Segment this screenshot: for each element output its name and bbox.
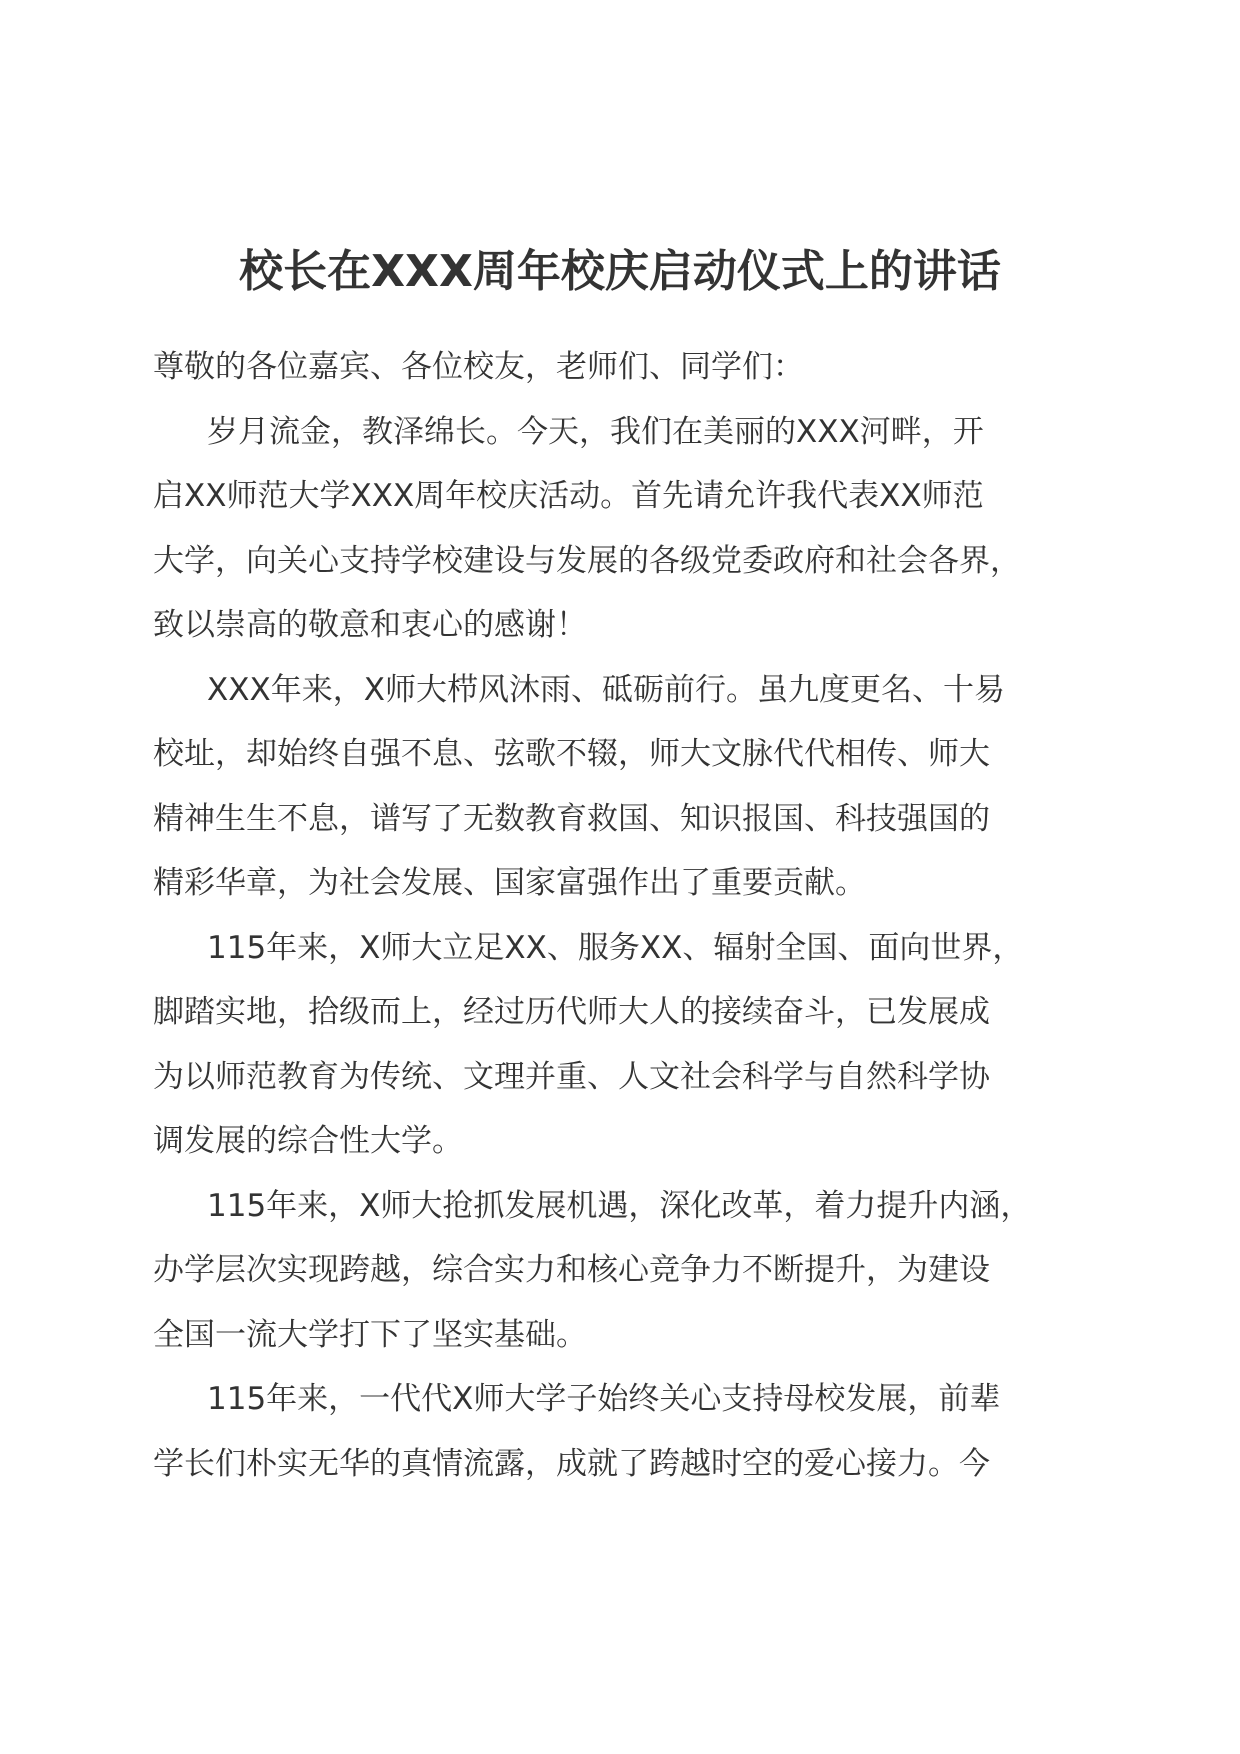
text-line: 全国一流大学打下了坚实基础。 xyxy=(153,1316,587,1353)
text-line: 启XX师范大学XXX周年校庆活动。首先请允许我代表XX师范 xyxy=(153,478,984,514)
text-line: 岁月流金，教泽绵长。今天，我们在美丽的XXX河畔，开 xyxy=(207,413,984,450)
text-line: 精神生生不息，谱写了无数教育救国、知识报国、科技强国的 xyxy=(153,800,990,837)
text-line: 115年来，一代代X师大学子始终关心支持母校发展，前辈 xyxy=(207,1381,1001,1417)
document-body xyxy=(153,335,1113,1496)
text-line-salutation: 尊敬的各位嘉宾、各位校友，老师们、同学们： xyxy=(153,349,804,385)
text-line: 115年来，X师大抢抓发展机遇，深化改革，着力提升内涵， xyxy=(207,1187,1032,1224)
text-line: 115年来，X师大立足XX、服务XX、辐射全国、面向世界， xyxy=(207,929,1024,966)
text-line: XXX年来，X师大栉风沐雨、砥砺前行。虽九度更名、十易 xyxy=(207,671,1005,708)
text-line: 调发展的综合性大学。 xyxy=(153,1123,463,1159)
document-title: 校长在XXX周年校庆启动仪式上的讲话 xyxy=(239,246,1001,297)
text-line: 致以崇高的敬意和衷心的感谢！ xyxy=(153,607,587,643)
text-line: 校址，却始终自强不息、弦歌不辍，师大文脉代代相传、师大 xyxy=(153,736,990,772)
text-line: 大学，向关心支持学校建设与发展的各级党委政府和社会各界， xyxy=(153,542,1021,579)
text-line: 为以师范教育为传统、文理并重、人文社会科学与自然科学协 xyxy=(153,1058,990,1095)
text-line: 脚踏实地，拾级而上，经过历代师大人的接续奋斗，已发展成 xyxy=(153,994,990,1030)
text-line: 办学层次实现跨越，综合实力和核心竞争力不断提升，为建设 xyxy=(153,1252,990,1288)
text-line: 精彩华章，为社会发展、国家富强作出了重要贡献。 xyxy=(153,865,866,901)
text-line: 学长们朴实无华的真情流露，成就了跨越时空的爱心接力。今 xyxy=(153,1445,990,1482)
